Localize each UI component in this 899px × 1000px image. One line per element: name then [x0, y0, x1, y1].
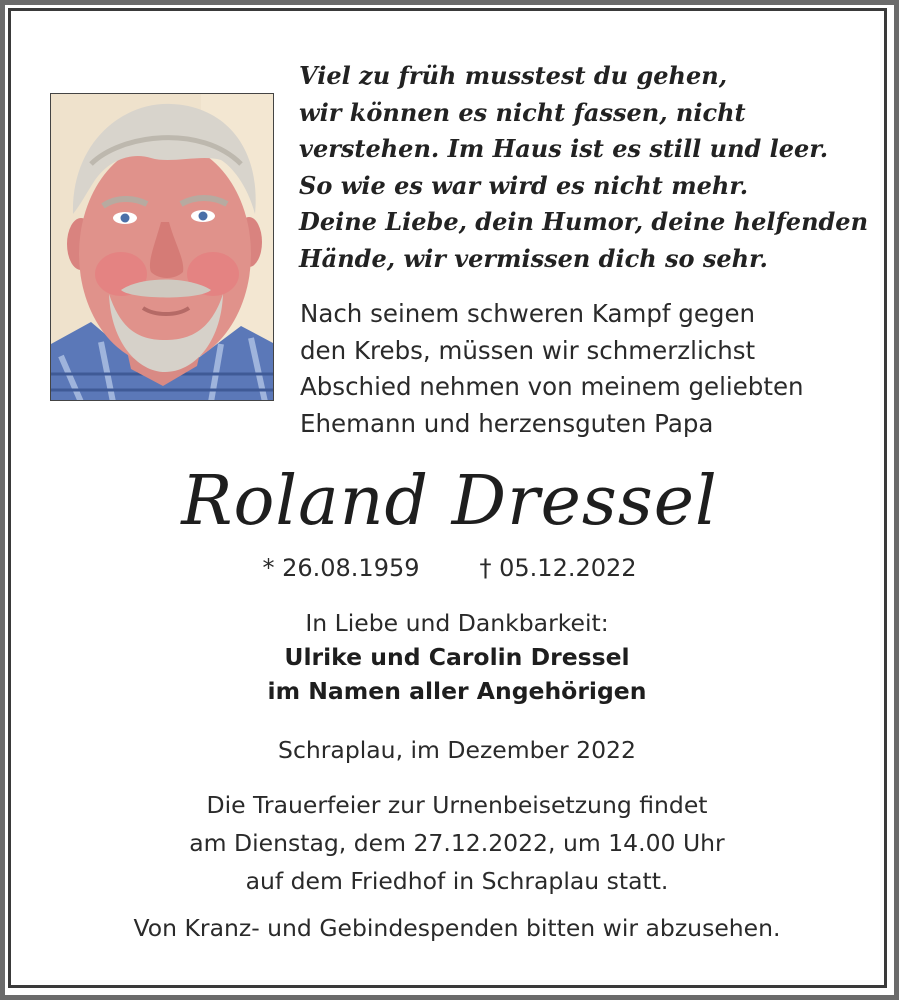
- poem-line: wir können es nicht fassen, nicht: [299, 97, 746, 127]
- birth-date: * 26.08.1959: [262, 554, 420, 582]
- service-line: am Dienstag, dem 27.12.2022, um 14.00 Uhr: [189, 829, 725, 857]
- intro-line: Abschied nehmen von meinem geliebten: [300, 372, 804, 401]
- poem: [299, 58, 869, 277]
- thanks-heading: In Liebe und Dankbarkeit:: [305, 609, 609, 637]
- intro-line: Ehemann und herzensguten Papa: [300, 408, 714, 438]
- intro-line: Nach seinem schweren Kampf gegen: [300, 299, 756, 328]
- mourners-block: [0, 606, 899, 708]
- intro-text: [300, 296, 870, 442]
- death-date: † 05.12.2022: [479, 554, 637, 582]
- deceased-name: Roland Dressel: [181, 462, 718, 541]
- funeral-service-info: [0, 786, 899, 900]
- poem-line: So wie es war wird es nicht mehr.: [299, 170, 749, 200]
- life-dates: [0, 550, 899, 586]
- service-line: Die Trauerfeier zur Urnenbeisetzung findet: [206, 791, 708, 819]
- mourner-names: Ulrike und Carolin Dressel: [284, 643, 630, 671]
- service-line: auf dem Friedhof in Schraplau statt.: [245, 867, 669, 895]
- relatives-line: im Namen aller Angehörigen: [267, 677, 647, 705]
- portrait-photo: [50, 93, 274, 401]
- poem-line: Hände, wir vermissen dich so sehr.: [299, 243, 768, 273]
- intro-line: den Krebs, müssen wir schmerzlichst: [300, 335, 756, 365]
- poem-line: Deine Liebe, dein Humor, deine helfenden: [299, 207, 869, 236]
- place-date: Schraplau, im Dezember 2022: [278, 736, 636, 764]
- poem-line: verstehen. Im Haus ist es still und leer.: [299, 134, 829, 163]
- poem-line: Viel zu früh musstest du gehen,: [299, 61, 728, 90]
- closing-note: Von Kranz- und Gebindespenden bitten wir abzusehen.: [133, 914, 781, 942]
